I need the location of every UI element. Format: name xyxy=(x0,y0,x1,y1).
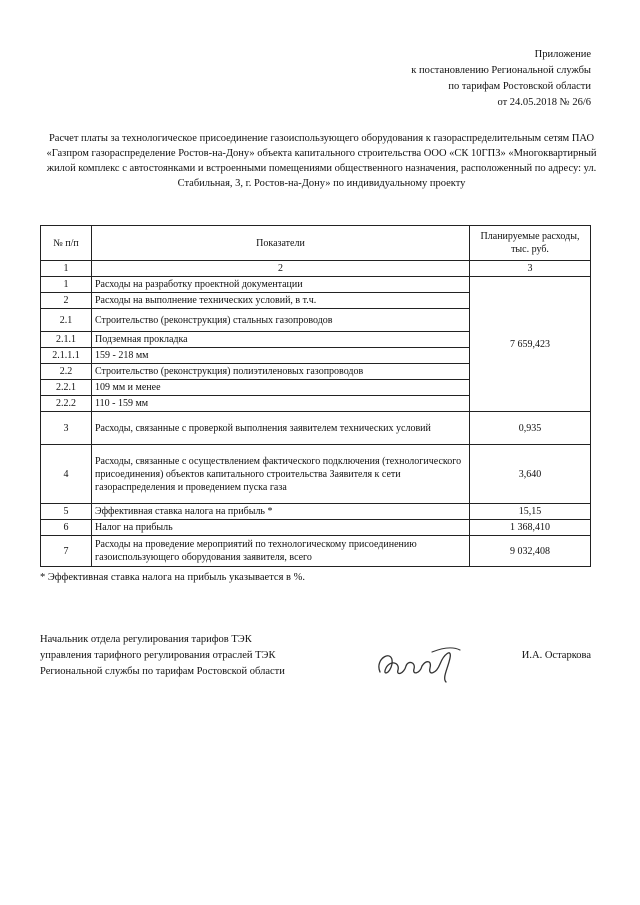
table-row xyxy=(41,445,591,504)
row-indicator: Расходы, связанные с проверкой выполнения заявителем технических условий xyxy=(92,412,470,445)
row-indicator: Расходы на проведение мероприятий по технологическому присоединению газоиспользующего оборудования заявителя, всего xyxy=(92,536,470,567)
table-row xyxy=(41,504,591,520)
row-indicator: Расходы, связанные с осуществлением фактического подключения (технологического присоединения) объектов капитального строительства Заявителя к сети газораспределения и проведением пуска газа xyxy=(92,445,470,504)
table-row xyxy=(41,277,591,293)
appendix-line: Приложение xyxy=(534,49,591,60)
position-line: управления тарифного регулирования отраслей ТЭК xyxy=(40,650,276,661)
row-indicator: Эффективная ставка налога на прибыль * xyxy=(92,504,470,520)
position-line: Региональной службы по тарифам Ростовской области xyxy=(40,666,285,677)
table-row xyxy=(41,536,591,567)
row-value: 3,640 xyxy=(470,445,591,504)
header-num: № п/п xyxy=(41,226,92,261)
row-indicator: Расходы на выполнение технических условий, в т.ч. xyxy=(92,293,470,309)
row-num: 2.1.1.1 xyxy=(41,348,92,364)
handwritten-signature xyxy=(372,638,462,688)
row-num: 3 xyxy=(41,412,92,445)
row-indicator: Налог на прибыль xyxy=(92,520,470,536)
colnum-3: 3 xyxy=(470,261,591,277)
colnum-1: 1 xyxy=(41,261,92,277)
calculation-table xyxy=(40,225,591,567)
row-indicator: Строительство (реконструкция) полиэтиленовых газопроводов xyxy=(92,364,470,380)
row-num: 2 xyxy=(41,293,92,309)
header-indicator: Показатели xyxy=(92,226,470,261)
row-value: 9 032,408 xyxy=(470,536,591,567)
row-indicator: Расходы на разработку проектной документации xyxy=(92,277,470,293)
row-indicator: 159 - 218 мм xyxy=(92,348,470,364)
row-indicator: 110 - 159 мм xyxy=(92,396,470,412)
footnote: * Эффективная ставка налога на прибыль указывается в %. xyxy=(40,572,305,583)
table-row xyxy=(41,520,591,536)
row-num: 2.2.2 xyxy=(41,396,92,412)
row-num: 2.2.1 xyxy=(41,380,92,396)
row-num: 5 xyxy=(41,504,92,520)
appendix-line: от 24.05.2018 № 26/6 xyxy=(497,97,591,108)
row-value: 15,15 xyxy=(470,504,591,520)
row-num: 1 xyxy=(41,277,92,293)
row-indicator: 109 мм и менее xyxy=(92,380,470,396)
header-value: Планируемые расходы, тыс. руб. xyxy=(470,226,591,261)
position-line: Начальник отдела регулирования тарифов ТЭК xyxy=(40,634,252,645)
signatory-position xyxy=(40,632,285,680)
row-num: 7 xyxy=(41,536,92,567)
row-value: 0,935 xyxy=(470,412,591,445)
row-indicator: Подземная прокладка xyxy=(92,332,470,348)
row-num: 2.1.1 xyxy=(41,332,92,348)
merged-value-cell: 7 659,423 xyxy=(470,277,591,412)
table-header-row xyxy=(41,226,591,261)
appendix-line: к постановлению Региональной службы xyxy=(411,65,591,76)
row-value: 1 368,410 xyxy=(470,520,591,536)
colnum-2: 2 xyxy=(92,261,470,277)
row-num: 4 xyxy=(41,445,92,504)
row-num: 2.2 xyxy=(41,364,92,380)
document-title: Расчет платы за технологическое присоединение газоиспользующего оборудования к газораспределительным сетям ПАО «Газпром газораспределение Ростов-на-Дону» объекта капитального строительства ООО «СК 10ГПЗ» «Многоквартирный жилой комплекс с автостоянками и встроенными помещениями общественного назначения, расположенный по адресу: ул. Стабильная, 3, г. Ростов-на-Дону» по индивидуальному проекту xyxy=(46,133,597,189)
row-indicator: Строительство (реконструкция) стальных газопроводов xyxy=(92,309,470,332)
row-num: 2.1 xyxy=(41,309,92,332)
appendix-header xyxy=(291,47,591,111)
table-row xyxy=(41,412,591,445)
row-num: 6 xyxy=(41,520,92,536)
signatory-name: И.А. Остаркова xyxy=(521,650,591,661)
appendix-line: по тарифам Ростовской области xyxy=(448,81,591,92)
column-numbers-row xyxy=(41,261,591,277)
